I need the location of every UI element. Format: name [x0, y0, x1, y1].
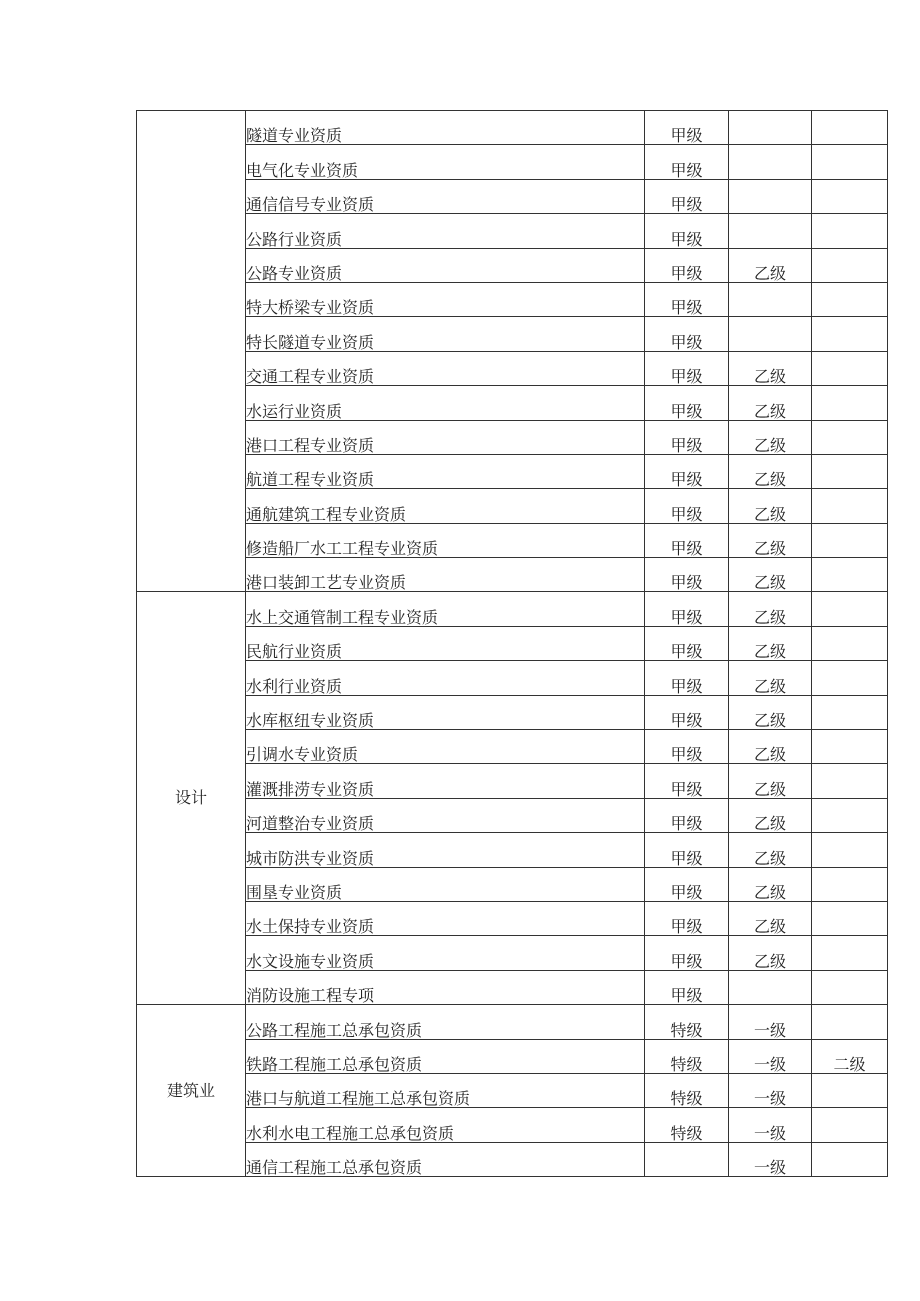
qualification-name-cell: 铁路工程施工总承包资质: [246, 1039, 645, 1073]
grade-cell: 甲级: [645, 282, 729, 316]
table-row: [137, 145, 888, 179]
grade-cell: 乙级: [729, 936, 812, 970]
table-row: [137, 1108, 888, 1142]
grade-cell: 甲级: [645, 523, 729, 557]
grade-cell: [812, 214, 888, 248]
grade-cell: 甲级: [645, 661, 729, 695]
table-row: [137, 661, 888, 695]
grade-cell: [812, 248, 888, 282]
grade-cell: [812, 833, 888, 867]
qualification-name-cell: 民航行业资质: [246, 626, 645, 660]
grade-cell: 乙级: [729, 730, 812, 764]
qualification-name-cell: 水库枢纽专业资质: [246, 695, 645, 729]
table-row: [137, 867, 888, 901]
grade-cell: 二级: [812, 1039, 888, 1073]
grade-cell: 乙级: [729, 558, 812, 592]
grade-cell: 乙级: [729, 626, 812, 660]
grade-cell: 乙级: [729, 248, 812, 282]
grade-cell: 甲级: [645, 936, 729, 970]
grade-cell: 一级: [729, 1073, 812, 1107]
grade-cell: 甲级: [645, 867, 729, 901]
qualification-name-cell: 航道工程专业资质: [246, 454, 645, 488]
grade-cell: [812, 1142, 888, 1176]
grade-cell: [812, 970, 888, 1004]
grade-cell: [729, 179, 812, 213]
table-row: [137, 489, 888, 523]
grade-cell: 甲级: [645, 248, 729, 282]
grade-cell: 乙级: [729, 764, 812, 798]
qualification-table-body: [137, 111, 888, 1177]
category-cell: 建筑业: [137, 1005, 246, 1177]
grade-cell: [729, 282, 812, 316]
qualification-name-cell: 公路行业资质: [246, 214, 645, 248]
category-cell: [137, 111, 246, 592]
table-row: [137, 454, 888, 488]
table-row: [137, 558, 888, 592]
grade-cell: 甲级: [645, 179, 729, 213]
grade-cell: 甲级: [645, 111, 729, 145]
grade-cell: 甲级: [645, 970, 729, 1004]
grade-cell: [812, 936, 888, 970]
qualification-name-cell: 公路工程施工总承包资质: [246, 1005, 645, 1039]
qualification-name-cell: 通航建筑工程专业资质: [246, 489, 645, 523]
grade-cell: [812, 764, 888, 798]
grade-cell: 甲级: [645, 214, 729, 248]
qualification-name-cell: 修造船厂水工工程专业资质: [246, 523, 645, 557]
table-row: [137, 936, 888, 970]
grade-cell: 特级: [645, 1108, 729, 1142]
table-row: [137, 179, 888, 213]
grade-cell: 乙级: [729, 454, 812, 488]
grade-cell: 甲级: [645, 901, 729, 935]
grade-cell: [729, 214, 812, 248]
grade-cell: [812, 867, 888, 901]
grade-cell: 甲级: [645, 764, 729, 798]
grade-cell: [812, 111, 888, 145]
table-row: [137, 764, 888, 798]
grade-cell: 甲级: [645, 454, 729, 488]
table-row: [137, 1142, 888, 1176]
grade-cell: 特级: [645, 1005, 729, 1039]
table-row: [137, 386, 888, 420]
grade-cell: 乙级: [729, 592, 812, 626]
table-row: [137, 592, 888, 626]
grade-cell: 特级: [645, 1073, 729, 1107]
qualification-name-cell: 水利水电工程施工总承包资质: [246, 1108, 645, 1142]
grade-cell: 甲级: [645, 626, 729, 660]
grade-cell: 甲级: [645, 695, 729, 729]
table-row: [137, 833, 888, 867]
grade-cell: [812, 1073, 888, 1107]
grade-cell: 一级: [729, 1142, 812, 1176]
grade-cell: 甲级: [645, 558, 729, 592]
grade-cell: [729, 317, 812, 351]
qualification-name-cell: 消防设施工程专项: [246, 970, 645, 1004]
grade-cell: 甲级: [645, 798, 729, 832]
table-row: [137, 248, 888, 282]
grade-cell: 甲级: [645, 145, 729, 179]
grade-cell: 乙级: [729, 351, 812, 385]
grade-cell: 乙级: [729, 523, 812, 557]
table-row: [137, 798, 888, 832]
table-row: [137, 523, 888, 557]
table-row: [137, 695, 888, 729]
table-row: [137, 214, 888, 248]
grade-cell: 甲级: [645, 351, 729, 385]
grade-cell: [729, 970, 812, 1004]
qualification-name-cell: 城市防洪专业资质: [246, 833, 645, 867]
grade-cell: [812, 798, 888, 832]
grade-cell: [812, 730, 888, 764]
grade-cell: [645, 1142, 729, 1176]
qualification-name-cell: 特长隧道专业资质: [246, 317, 645, 351]
grade-cell: [812, 179, 888, 213]
grade-cell: 甲级: [645, 833, 729, 867]
grade-cell: 乙级: [729, 867, 812, 901]
table-row: [137, 420, 888, 454]
qualification-name-cell: 水利行业资质: [246, 661, 645, 695]
grade-cell: [812, 661, 888, 695]
grade-cell: [812, 454, 888, 488]
grade-cell: 乙级: [729, 489, 812, 523]
table-row: [137, 901, 888, 935]
grade-cell: [812, 901, 888, 935]
grade-cell: [812, 145, 888, 179]
grade-cell: 一级: [729, 1108, 812, 1142]
qualification-name-cell: 围垦专业资质: [246, 867, 645, 901]
table-row: [137, 970, 888, 1004]
grade-cell: 乙级: [729, 798, 812, 832]
grade-cell: [812, 1005, 888, 1039]
table-row: [137, 351, 888, 385]
qualification-name-cell: 港口工程专业资质: [246, 420, 645, 454]
table-row: [137, 111, 888, 145]
grade-cell: [812, 592, 888, 626]
grade-cell: [812, 351, 888, 385]
grade-cell: 一级: [729, 1039, 812, 1073]
qualification-name-cell: 交通工程专业资质: [246, 351, 645, 385]
grade-cell: 甲级: [645, 386, 729, 420]
category-cell: 设计: [137, 592, 246, 1005]
grade-cell: [812, 626, 888, 660]
qualification-name-cell: 引调水专业资质: [246, 730, 645, 764]
table-row: [137, 1005, 888, 1039]
qualification-name-cell: 水文设施专业资质: [246, 936, 645, 970]
qualification-name-cell: 港口装卸工艺专业资质: [246, 558, 645, 592]
table-row: [137, 1073, 888, 1107]
grade-cell: 乙级: [729, 695, 812, 729]
qualification-name-cell: 河道整治专业资质: [246, 798, 645, 832]
grade-cell: 甲级: [645, 420, 729, 454]
qualification-name-cell: 特大桥梁专业资质: [246, 282, 645, 316]
qualification-table: [136, 110, 888, 1177]
grade-cell: [729, 111, 812, 145]
qualification-name-cell: 灌溉排涝专业资质: [246, 764, 645, 798]
qualification-name-cell: 通信工程施工总承包资质: [246, 1142, 645, 1176]
grade-cell: [812, 695, 888, 729]
qualification-name-cell: 水上交通管制工程专业资质: [246, 592, 645, 626]
qualification-name-cell: 公路专业资质: [246, 248, 645, 282]
grade-cell: [812, 282, 888, 316]
qualification-name-cell: 水土保持专业资质: [246, 901, 645, 935]
grade-cell: 甲级: [645, 317, 729, 351]
grade-cell: [812, 558, 888, 592]
grade-cell: 甲级: [645, 730, 729, 764]
grade-cell: 乙级: [729, 833, 812, 867]
qualification-name-cell: 水运行业资质: [246, 386, 645, 420]
grade-cell: [812, 317, 888, 351]
table-row: [137, 282, 888, 316]
grade-cell: 乙级: [729, 420, 812, 454]
grade-cell: [812, 489, 888, 523]
table-row: [137, 730, 888, 764]
table-row: [137, 626, 888, 660]
grade-cell: 一级: [729, 1005, 812, 1039]
grade-cell: [812, 523, 888, 557]
grade-cell: 特级: [645, 1039, 729, 1073]
qualification-name-cell: 电气化专业资质: [246, 145, 645, 179]
grade-cell: 乙级: [729, 661, 812, 695]
grade-cell: 乙级: [729, 901, 812, 935]
grade-cell: 甲级: [645, 592, 729, 626]
qualification-name-cell: 隧道专业资质: [246, 111, 645, 145]
table-row: [137, 1039, 888, 1073]
grade-cell: [812, 1108, 888, 1142]
grade-cell: 甲级: [645, 489, 729, 523]
grade-cell: [812, 386, 888, 420]
grade-cell: 乙级: [729, 386, 812, 420]
grade-cell: [729, 145, 812, 179]
grade-cell: [812, 420, 888, 454]
qualification-name-cell: 通信信号专业资质: [246, 179, 645, 213]
qualification-name-cell: 港口与航道工程施工总承包资质: [246, 1073, 645, 1107]
table-row: [137, 317, 888, 351]
